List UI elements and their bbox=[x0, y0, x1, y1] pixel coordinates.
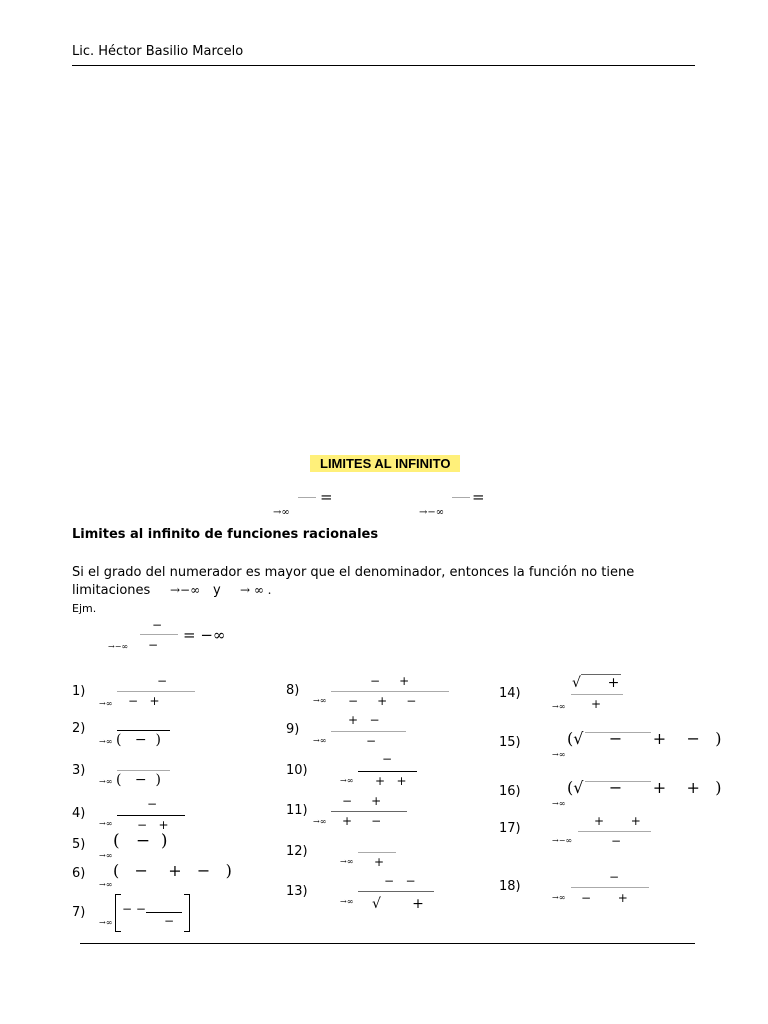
exercise-7-right-bracket bbox=[184, 894, 190, 932]
example-numerator: − bbox=[152, 618, 163, 632]
exercise-8-number: 8) bbox=[286, 683, 300, 698]
exercise-16-body: (√ − + + ) bbox=[567, 778, 722, 797]
exercise-5-body: ( − ) bbox=[113, 831, 168, 851]
subtitle: Limites al infinito de funciones racionales bbox=[72, 527, 379, 542]
exercise-18-denominator: − + bbox=[581, 891, 628, 905]
exercise-8-denominator: − + − bbox=[348, 694, 417, 708]
exercise-13-numerator: − − bbox=[384, 874, 416, 888]
exercise-11-number: 11) bbox=[286, 803, 308, 818]
exercise-13-fraction-bar bbox=[358, 891, 434, 892]
paragraph-line-2b: →−∞ bbox=[170, 583, 201, 597]
exercise-14-number: 14) bbox=[499, 686, 521, 701]
exercise-10-fraction-bar bbox=[358, 771, 417, 772]
exercise-12-subscript: →∞ bbox=[340, 857, 354, 866]
exercise-14-subscript: →∞ bbox=[552, 702, 566, 711]
exercise-16-number: 16) bbox=[499, 784, 521, 799]
exercise-7-left-bracket bbox=[115, 894, 121, 932]
exercise-9-fraction-bar bbox=[331, 731, 406, 732]
exercise-15-number: 15) bbox=[499, 735, 521, 750]
exercise-1-number: 1) bbox=[72, 684, 86, 699]
exercise-17-subscript: →−∞ bbox=[552, 836, 573, 845]
paragraph-line-2c: y bbox=[213, 583, 221, 598]
exercise-1-denominator: − + bbox=[128, 694, 160, 708]
exercise-7-number: 7) bbox=[72, 905, 86, 920]
exercise-1-fraction-bar bbox=[117, 691, 195, 692]
exercise-16-subscript: →∞ bbox=[552, 799, 566, 808]
exercise-4-number: 4) bbox=[72, 806, 86, 821]
paragraph-line-2d: → ∞ . bbox=[240, 583, 272, 597]
exercise-9-denominator: − bbox=[366, 734, 377, 748]
exercise-7-fraction-bar bbox=[146, 912, 182, 913]
exercise-17-denominator: − bbox=[611, 834, 622, 848]
example-subscript: →−∞ bbox=[108, 642, 129, 651]
section-title: LIMITES AL INFINITO bbox=[310, 455, 460, 472]
exercise-6-number: 6) bbox=[72, 866, 86, 881]
exercise-17-number: 17) bbox=[499, 821, 521, 836]
intro-right-subscript: →−∞ bbox=[419, 507, 445, 518]
exercise-1-subscript: →∞ bbox=[99, 699, 113, 708]
example-label: Ejm. bbox=[72, 602, 97, 615]
intro-right-fraction-bar bbox=[452, 497, 470, 498]
exercise-4-denominator: − + bbox=[137, 818, 169, 832]
exercise-10-subscript: →∞ bbox=[340, 776, 354, 785]
exercise-5-subscript: →∞ bbox=[99, 851, 113, 860]
exercise-13-number: 13) bbox=[286, 884, 308, 899]
exercise-10-number: 10) bbox=[286, 763, 308, 778]
exercise-7-body: − − bbox=[122, 902, 146, 916]
exercise-8-numerator: − + bbox=[370, 674, 410, 688]
exercise-2-body: ( − ) bbox=[116, 732, 161, 748]
example-fraction-bar bbox=[140, 634, 178, 635]
exercise-7-subscript: →∞ bbox=[99, 918, 113, 927]
exercise-2-number: 2) bbox=[72, 721, 86, 736]
exercise-11-subscript: →∞ bbox=[313, 817, 327, 826]
exercise-3-overline bbox=[117, 770, 170, 771]
intro-left-subscript: →∞ bbox=[273, 507, 290, 518]
exercise-9-numerator: + − bbox=[348, 713, 380, 727]
exercise-12-fraction-bar bbox=[358, 852, 396, 853]
exercise-17-fraction-bar bbox=[578, 831, 651, 832]
exercise-11-denominator: + − bbox=[342, 814, 382, 828]
exercise-6-subscript: →∞ bbox=[99, 880, 113, 889]
exercise-6-body: ( − + − ) bbox=[113, 861, 232, 880]
intro-left-equals: = bbox=[320, 488, 333, 506]
exercise-9-subscript: →∞ bbox=[313, 736, 327, 745]
example-result: = −∞ bbox=[183, 626, 226, 644]
exercise-10-denominator: + + bbox=[375, 774, 407, 788]
exercise-14-denominator: + bbox=[591, 697, 602, 711]
intro-left-fraction-bar bbox=[298, 497, 316, 498]
exercise-18-number: 18) bbox=[499, 879, 521, 894]
exercise-15-body: (√ − + − ) bbox=[567, 729, 722, 748]
exercise-8-fraction-bar bbox=[331, 691, 449, 692]
header-rule bbox=[72, 65, 695, 66]
exercise-4-numerator: − bbox=[147, 797, 158, 811]
exercise-17-numerator: + + bbox=[594, 814, 641, 828]
exercise-14-numerator: √ + bbox=[572, 675, 620, 691]
exercise-5-number: 5) bbox=[72, 837, 86, 852]
exercise-12-denominator: + bbox=[374, 855, 385, 869]
exercise-18-numerator: − bbox=[609, 870, 620, 884]
exercise-10-numerator: − bbox=[382, 752, 393, 766]
exercise-4-fraction-bar bbox=[117, 815, 185, 816]
exercise-11-fraction-bar bbox=[331, 811, 407, 812]
intro-right-equals: = bbox=[472, 488, 485, 506]
exercise-7-denominator: − bbox=[164, 914, 175, 928]
exercise-15-subscript: →∞ bbox=[552, 750, 566, 759]
exercise-2-overline bbox=[117, 730, 170, 731]
exercise-14-fraction-bar bbox=[571, 694, 623, 695]
paragraph-line-2a: limitaciones bbox=[72, 583, 151, 598]
exercise-18-subscript: →∞ bbox=[552, 893, 566, 902]
author-header: Lic. Héctor Basilio Marcelo bbox=[72, 44, 244, 59]
footer-rule bbox=[80, 943, 695, 944]
exercise-11-numerator: − + bbox=[342, 794, 382, 808]
exercise-13-denominator: √ + bbox=[372, 896, 424, 912]
exercise-12-number: 12) bbox=[286, 844, 308, 859]
exercise-13-subscript: →∞ bbox=[340, 897, 354, 906]
exercise-3-number: 3) bbox=[72, 763, 86, 778]
exercise-4-subscript: →∞ bbox=[99, 819, 113, 828]
exercise-9-number: 9) bbox=[286, 722, 300, 737]
paragraph-line-1: Si el grado del numerador es mayor que el denominador, entonces la función no tiene bbox=[72, 565, 635, 580]
exercise-3-subscript: →∞ bbox=[99, 777, 113, 786]
exercise-18-fraction-bar bbox=[571, 887, 649, 888]
exercise-3-body: ( − ) bbox=[116, 772, 161, 788]
exercise-2-subscript: →∞ bbox=[99, 737, 113, 746]
example-denominator: − bbox=[148, 638, 159, 652]
exercise-8-subscript: →∞ bbox=[313, 696, 327, 705]
exercise-1-numerator: − bbox=[157, 674, 168, 688]
